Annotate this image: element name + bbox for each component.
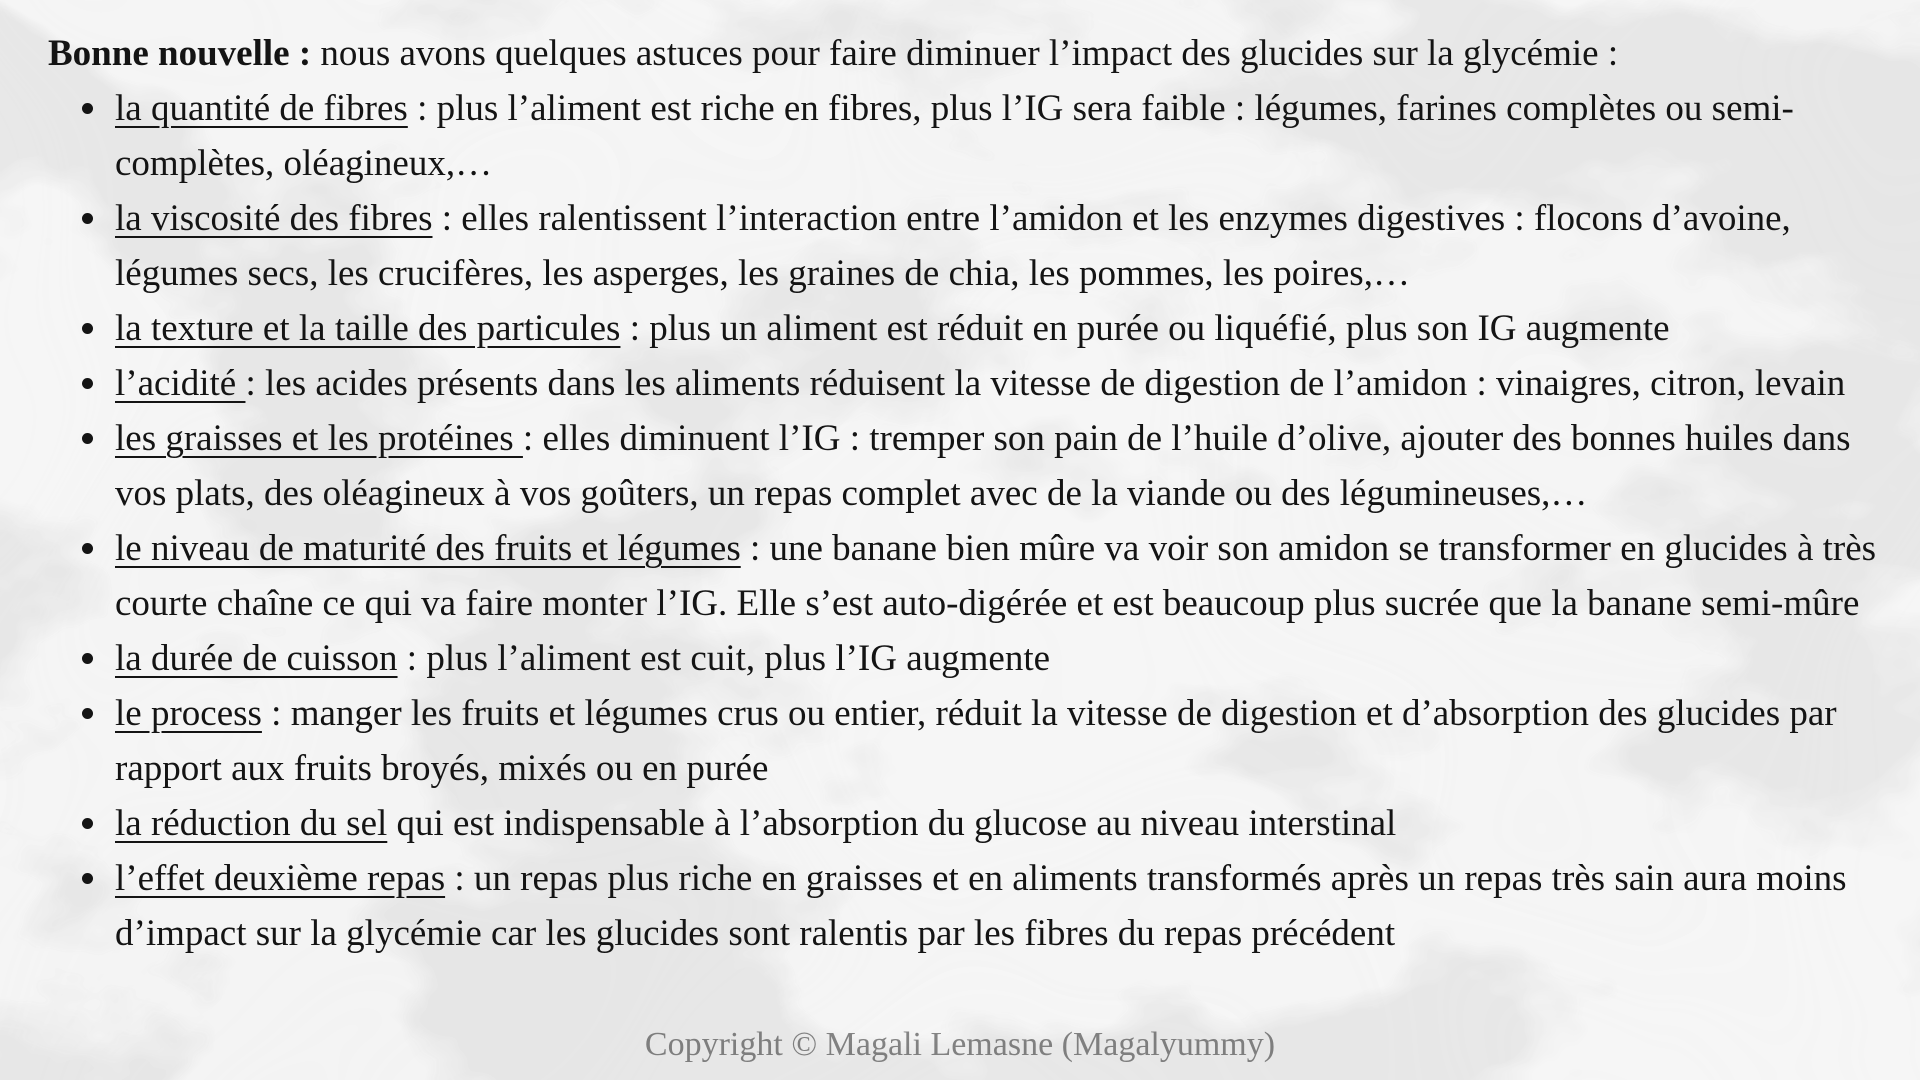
bullet-icon bbox=[82, 103, 93, 114]
tip-term: les graisses et les protéines bbox=[115, 418, 523, 459]
tip-text: : un repas plus riche en graisses et en aliments transformés après un repas très sain aura moins d’impact sur la glycémie car les glucides sont ralentis par les fibres du repas précédent bbox=[115, 858, 1847, 954]
bullet-icon bbox=[82, 433, 93, 444]
copyright-footer: Copyright © Magali Lemasne (Magalyummy) bbox=[644, 1026, 1276, 1063]
tip-text: : plus un aliment est réduit en purée ou liquéfié, plus son IG augmente bbox=[620, 308, 1670, 349]
tip-term: l’effet deuxième repas bbox=[115, 858, 446, 899]
tip-text: : elles diminuent l’IG : tremper son pain de l’huile d’olive, ajouter des bonnes huiles dans vos plats, des oléagineux à vos goûters, un repas complet avec de la viande ou des légumineuses,… bbox=[115, 418, 1851, 514]
tip-term: le process bbox=[115, 693, 262, 734]
list-item bbox=[48, 301, 1888, 356]
bullet-icon bbox=[82, 213, 93, 224]
intro-lead: Bonne nouvelle : bbox=[48, 33, 312, 74]
tip-term: le niveau de maturité des fruits et légumes bbox=[115, 528, 741, 569]
intro-paragraph bbox=[48, 26, 1888, 81]
tip-term: la texture et la taille des particules bbox=[115, 308, 621, 349]
tip-term: l’acidité bbox=[115, 363, 246, 404]
bullet-icon bbox=[82, 818, 93, 829]
bullet-icon bbox=[82, 323, 93, 334]
content bbox=[48, 26, 1888, 961]
tip-text: : plus l’aliment est cuit, plus l’IG augmente bbox=[397, 638, 1051, 679]
bullet-icon bbox=[82, 708, 93, 719]
tip-text: : elles ralentissent l’interaction entre l’amidon et les enzymes digestives : flocons d’avoine, légumes secs, les crucifères, les asperges, les graines de chia, les pommes, les poires,… bbox=[115, 198, 1791, 294]
tips-list bbox=[48, 81, 1888, 961]
tip-term: la quantité de fibres bbox=[115, 88, 408, 129]
bullet-icon bbox=[82, 873, 93, 884]
list-item bbox=[48, 411, 1888, 521]
tip-term: la viscosité des fibres bbox=[115, 198, 433, 239]
list-item bbox=[48, 191, 1888, 301]
tip-text: : plus l’aliment est riche en fibres, plus l’IG sera faible : légumes, farines complètes ou semi-complètes, oléagineux,… bbox=[115, 88, 1794, 184]
bullet-icon bbox=[82, 653, 93, 664]
tip-text: qui est indispensable à l’absorption du glucose au niveau interstinal bbox=[387, 803, 1397, 844]
tip-text: : une banane bien mûre va voir son amidon se transformer en glucides à très courte chaîne ce qui va faire monter l’IG. Elle s’est auto-digérée et est beaucoup plus sucrée que la banane semi-mûre bbox=[115, 528, 1877, 624]
tip-text: : manger les fruits et légumes crus ou entier, réduit la vitesse de digestion et d’absorption des glucides par rapport aux fruits broyés, mixés ou en purée bbox=[115, 693, 1837, 789]
bullet-icon bbox=[82, 378, 93, 389]
intro-text: nous avons quelques astuces pour faire diminuer l’impact des glucides sur la glycémie : bbox=[311, 33, 1619, 74]
tip-text: : les acides présents dans les aliments réduisent la vitesse de digestion de l’amidon : vinaigres, citron, levain bbox=[245, 363, 1846, 404]
list-item bbox=[48, 686, 1888, 796]
list-item bbox=[48, 521, 1888, 631]
tip-term: la durée de cuisson bbox=[115, 638, 398, 679]
list-item bbox=[48, 356, 1888, 411]
list-item bbox=[48, 81, 1888, 191]
list-item bbox=[48, 796, 1888, 851]
tip-term: la réduction du sel bbox=[115, 803, 388, 844]
list-item bbox=[48, 851, 1888, 961]
bullet-icon bbox=[82, 543, 93, 554]
list-item bbox=[48, 631, 1888, 686]
